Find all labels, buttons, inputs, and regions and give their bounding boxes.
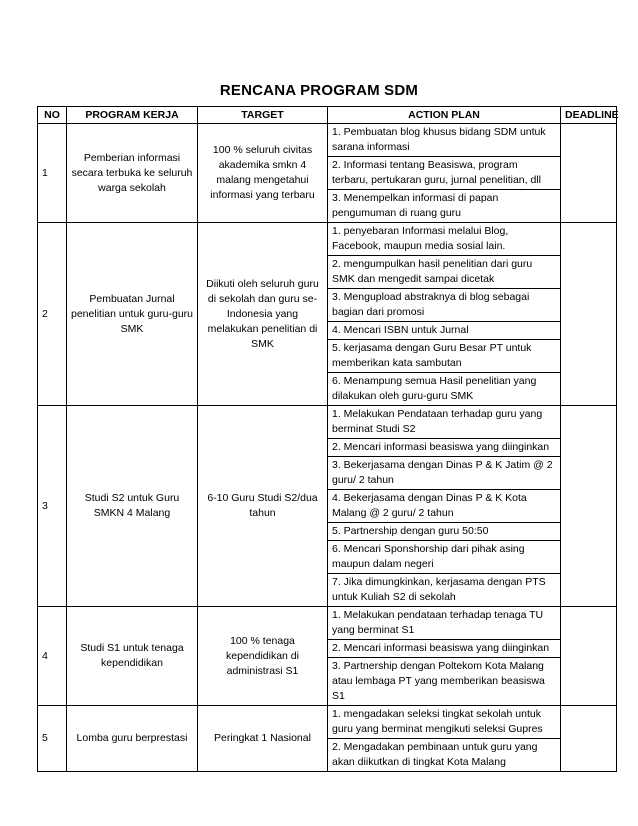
header-no: NO — [38, 107, 67, 124]
action-item: 3. Menempelkan informasi di papan pengumuman di ruang guru — [328, 190, 561, 223]
program-number: 2 — [38, 223, 67, 406]
header-row — [38, 107, 617, 124]
action-item: 3. Bekerjasama dengan Dinas P & K Jatim @ 2 guru/ 2 tahun — [328, 457, 561, 490]
deadline-cell — [561, 607, 617, 706]
program-table — [37, 106, 617, 772]
table-row — [38, 124, 617, 157]
program-target: Diikuti oleh seluruh guru di sekolah dan guru se-Indonesia yang melakukan penelitian di SMK — [198, 223, 328, 406]
action-item: 1. Melakukan pendataan terhadap tenaga TU yang berminat S1 — [328, 607, 561, 640]
deadline-cell — [561, 706, 617, 772]
action-item: 4. Mencari ISBN untuk Jurnal — [328, 322, 561, 340]
program-name: Lomba guru berprestasi — [67, 706, 198, 772]
header-program: PROGRAM KERJA — [67, 107, 198, 124]
program-number: 4 — [38, 607, 67, 706]
action-item: 4. Bekerjasama dengan Dinas P & K Kota Malang @ 2 guru/ 2 tahun — [328, 490, 561, 523]
action-item: 1. mengadakan seleksi tingkat sekolah untuk guru yang berminat mengikuti seleksi Gupres — [328, 706, 561, 739]
program-number: 5 — [38, 706, 67, 772]
table-row — [38, 406, 617, 439]
action-item: 2. Mencari informasi beasiswa yang diinginkan — [328, 640, 561, 658]
action-item: 3. Mengupload abstraknya di blog sebagai bagian dari promosi — [328, 289, 561, 322]
program-name: Pembuatan Jurnal penelitian untuk guru-guru SMK — [67, 223, 198, 406]
program-target: 6-10 Guru Studi S2/dua tahun — [198, 406, 328, 607]
action-item: 6. Menampung semua Hasil penelitian yang dilakukan oleh guru-guru SMK — [328, 373, 561, 406]
action-item: 6. Mencari Sponshorship dari pihak asing maupun dalam negeri — [328, 541, 561, 574]
header-target: TARGET — [198, 107, 328, 124]
action-item: 2. Informasi tentang Beasiswa, program terbaru, pertukaran guru, jurnal penelitian, dll — [328, 157, 561, 190]
action-item: 3. Partnership dengan Poltekom Kota Malang atau lembaga PT yang memberikan beasiswa S1 — [328, 658, 561, 706]
action-item: 2. Mengadakan pembinaan untuk guru yang akan diikutkan di tingkat Kota Malang — [328, 739, 561, 772]
action-item: 2. Mencari informasi beasiswa yang diinginkan — [328, 439, 561, 457]
table-row — [38, 706, 617, 739]
deadline-cell — [561, 406, 617, 607]
document-title: RENCANA PROGRAM SDM — [219, 82, 419, 99]
program-name: Studi S2 untuk Guru SMKN 4 Malang — [67, 406, 198, 607]
header-deadline: DEADLINE — [561, 107, 617, 124]
action-item: 2. mengumpulkan hasil penelitian dari guru SMK dan mengedit sampai dicetak — [328, 256, 561, 289]
action-item: 5. Partnership dengan guru 50:50 — [328, 523, 561, 541]
header-action-plan: ACTION PLAN — [328, 107, 561, 124]
table-body — [38, 124, 617, 772]
program-name: Pemberian informasi secara terbuka ke seluruh warga sekolah — [67, 124, 198, 223]
table-row — [38, 607, 617, 640]
program-target: 100 % tenaga kependidikan di administrasi S1 — [198, 607, 328, 706]
program-target: Peringkat 1 Nasional — [198, 706, 328, 772]
action-item: 7. Jika dimungkinkan, kerjasama dengan PTS untuk Kuliah S2 di sekolah — [328, 574, 561, 607]
action-item: 1. Pembuatan blog khusus bidang SDM untuk sarana informasi — [328, 124, 561, 157]
deadline-cell — [561, 124, 617, 223]
action-item: 5. kerjasama dengan Guru Besar PT untuk memberikan kata sambutan — [328, 340, 561, 373]
deadline-cell — [561, 223, 617, 406]
action-item: 1. penyebaran Informasi melalui Blog, Facebook, maupun media sosial lain. — [328, 223, 561, 256]
program-target: 100 % seluruh civitas akademika smkn 4 malang mengetahui informasi yang terbaru — [198, 124, 328, 223]
program-number: 1 — [38, 124, 67, 223]
program-number: 3 — [38, 406, 67, 607]
action-item: 1. Melakukan Pendataan terhadap guru yang berminat Studi S2 — [328, 406, 561, 439]
program-name: Studi S1 untuk tenaga kependidikan — [67, 607, 198, 706]
table-row — [38, 223, 617, 256]
